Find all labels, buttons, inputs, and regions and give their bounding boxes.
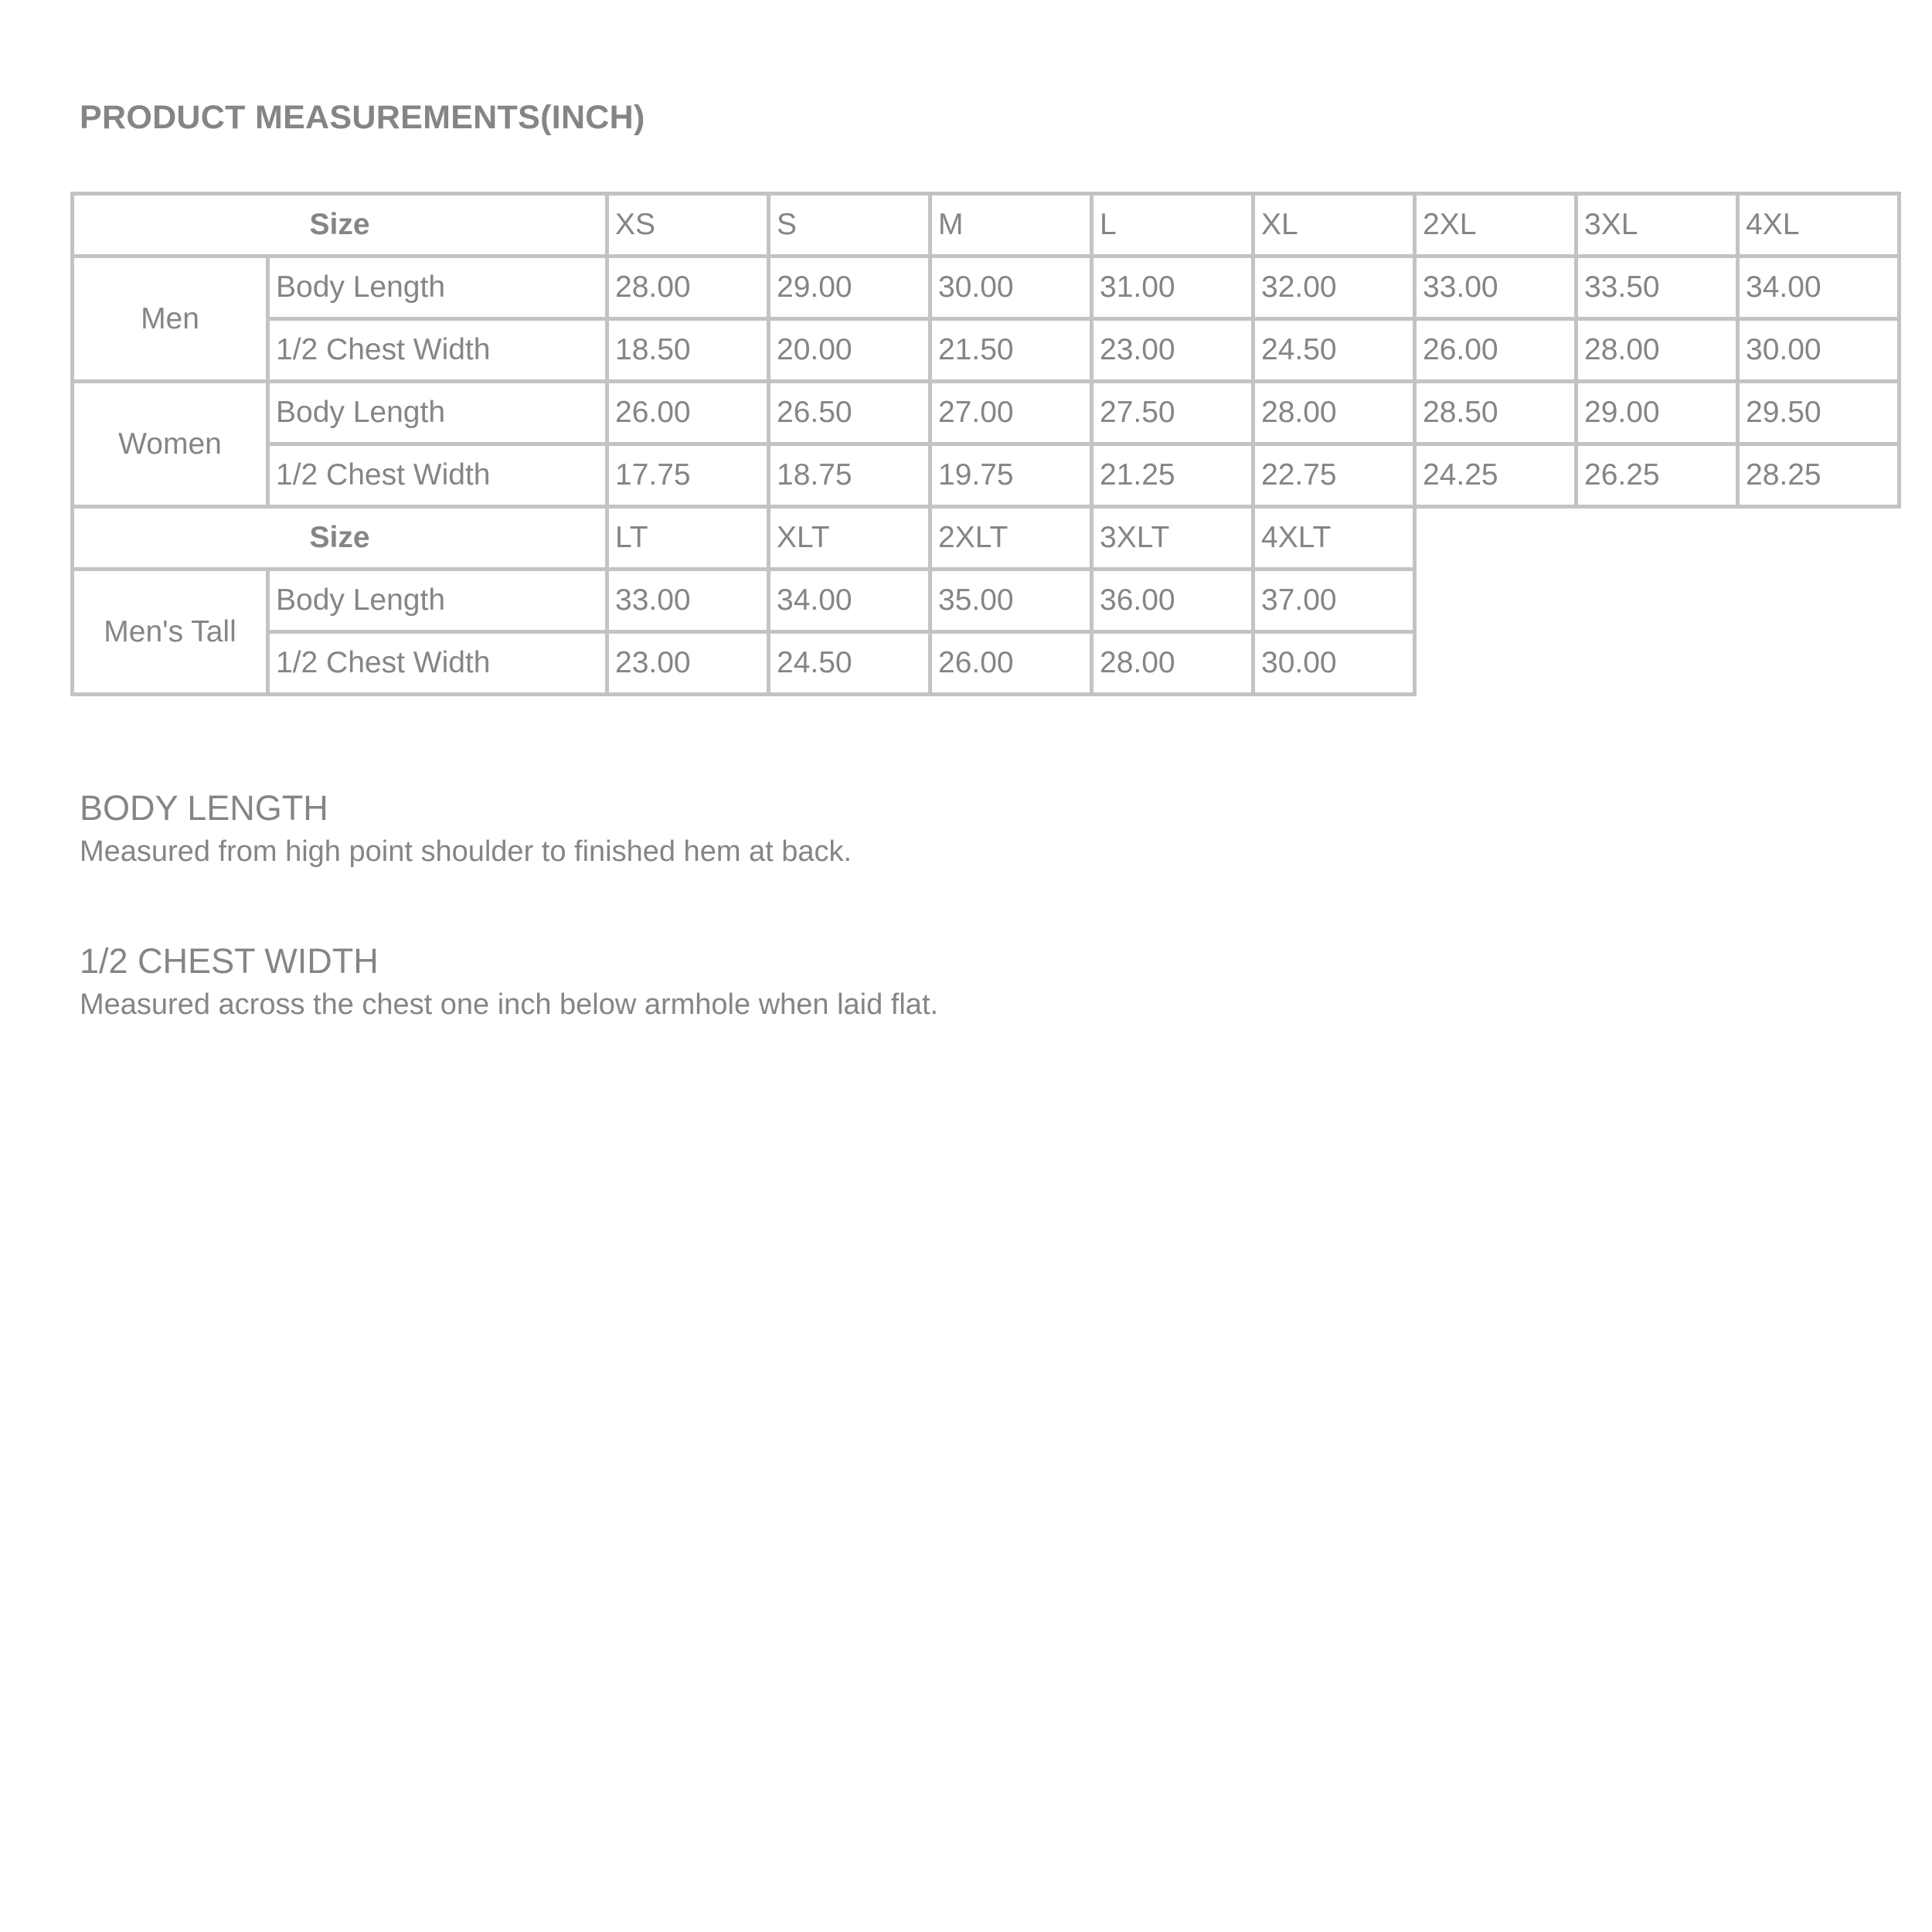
- value-cell: 24.50: [1253, 319, 1415, 382]
- table-row: [73, 570, 1900, 632]
- empty-cell: [1738, 570, 1900, 632]
- value-cell: 28.00: [1092, 632, 1253, 695]
- value-cell: 37.00: [1253, 570, 1415, 632]
- value-cell: 28.00: [1577, 319, 1738, 382]
- tall-size-header-cell: XLT: [769, 507, 930, 570]
- value-cell: 33.00: [1415, 257, 1577, 319]
- value-cell: 30.00: [930, 257, 1092, 319]
- size-header-cell: XS: [607, 194, 769, 257]
- tall-size-header-cell: 4XLT: [1253, 507, 1415, 570]
- size-header-cell: XL: [1253, 194, 1415, 257]
- value-cell: 30.00: [1253, 632, 1415, 695]
- value-cell: 26.25: [1577, 444, 1738, 507]
- value-cell: 24.50: [769, 632, 930, 695]
- value-cell: 28.00: [1253, 382, 1415, 444]
- table-row: [73, 444, 1900, 507]
- size-header-row: [73, 194, 1900, 257]
- value-cell: 17.75: [607, 444, 769, 507]
- empty-cell: [1738, 632, 1900, 695]
- table-row: [73, 319, 1900, 382]
- tall-size-header-cell: LT: [607, 507, 769, 570]
- value-cell: 33.50: [1577, 257, 1738, 319]
- tall-size-header-row: [73, 507, 1900, 570]
- value-cell: 18.50: [607, 319, 769, 382]
- group-label-men: Men: [73, 257, 268, 382]
- value-cell: 26.00: [930, 632, 1092, 695]
- measure-label: 1/2 Chest Width: [268, 319, 607, 382]
- value-cell: 28.00: [607, 257, 769, 319]
- empty-cell: [1415, 570, 1577, 632]
- value-cell: 19.75: [930, 444, 1092, 507]
- table-row: [73, 382, 1900, 444]
- value-cell: 26.00: [1415, 319, 1577, 382]
- value-cell: 26.50: [769, 382, 930, 444]
- value-cell: 31.00: [1092, 257, 1253, 319]
- value-cell: 27.00: [930, 382, 1092, 444]
- note-heading: BODY LENGTH: [80, 788, 328, 828]
- value-cell: 18.75: [769, 444, 930, 507]
- note-body-length: [80, 785, 1857, 872]
- value-cell: 28.50: [1415, 382, 1577, 444]
- group-label-women: Women: [73, 382, 268, 507]
- value-cell: 26.00: [607, 382, 769, 444]
- empty-cell: [1577, 570, 1738, 632]
- size-header-cell: 2XL: [1415, 194, 1577, 257]
- measure-label: Body Length: [268, 570, 607, 632]
- size-header-cell: S: [769, 194, 930, 257]
- value-cell: 24.25: [1415, 444, 1577, 507]
- empty-cell: [1415, 632, 1577, 695]
- value-cell: 29.00: [1577, 382, 1738, 444]
- value-cell: 33.00: [607, 570, 769, 632]
- page-title: PRODUCT MEASUREMENTS(INCH): [80, 99, 645, 136]
- size-header-cell: L: [1092, 194, 1253, 257]
- size-header-cell: 3XL: [1577, 194, 1738, 257]
- value-cell: 23.00: [607, 632, 769, 695]
- value-cell: 35.00: [930, 570, 1092, 632]
- empty-cell: [1577, 507, 1738, 570]
- table-row: [73, 632, 1900, 695]
- tall-size-header-cell: 2XLT: [930, 507, 1092, 570]
- tall-size-header-cell: 3XLT: [1092, 507, 1253, 570]
- measure-label: Body Length: [268, 382, 607, 444]
- value-cell: 29.00: [769, 257, 930, 319]
- value-cell: 28.25: [1738, 444, 1900, 507]
- size-header-cell: 4XL: [1738, 194, 1900, 257]
- value-cell: 34.00: [1738, 257, 1900, 319]
- note-text: Measured from high point shoulder to finished hem at back.: [80, 835, 852, 868]
- size-header-label: Size: [73, 194, 607, 257]
- value-cell: 22.75: [1253, 444, 1415, 507]
- note-heading: 1/2 CHEST WIDTH: [80, 941, 379, 981]
- tall-size-header-label: Size: [73, 507, 607, 570]
- size-chart-table: [70, 192, 1901, 696]
- value-cell: 21.50: [930, 319, 1092, 382]
- empty-cell: [1577, 632, 1738, 695]
- empty-cell: [1738, 507, 1900, 570]
- value-cell: 36.00: [1092, 570, 1253, 632]
- value-cell: 34.00: [769, 570, 930, 632]
- measure-label: 1/2 Chest Width: [268, 632, 607, 695]
- value-cell: 30.00: [1738, 319, 1900, 382]
- size-header-cell: M: [930, 194, 1092, 257]
- group-label-mens-tall: Men's Tall: [73, 570, 268, 695]
- value-cell: 29.50: [1738, 382, 1900, 444]
- value-cell: 21.25: [1092, 444, 1253, 507]
- empty-cell: [1415, 507, 1577, 570]
- value-cell: 32.00: [1253, 257, 1415, 319]
- measure-label: Body Length: [268, 257, 607, 319]
- note-chest-width: [80, 938, 1857, 1025]
- table-row: [73, 257, 1900, 319]
- note-text: Measured across the chest one inch below armhole when laid flat.: [80, 988, 939, 1021]
- measure-label: 1/2 Chest Width: [268, 444, 607, 507]
- value-cell: 27.50: [1092, 382, 1253, 444]
- value-cell: 23.00: [1092, 319, 1253, 382]
- value-cell: 20.00: [769, 319, 930, 382]
